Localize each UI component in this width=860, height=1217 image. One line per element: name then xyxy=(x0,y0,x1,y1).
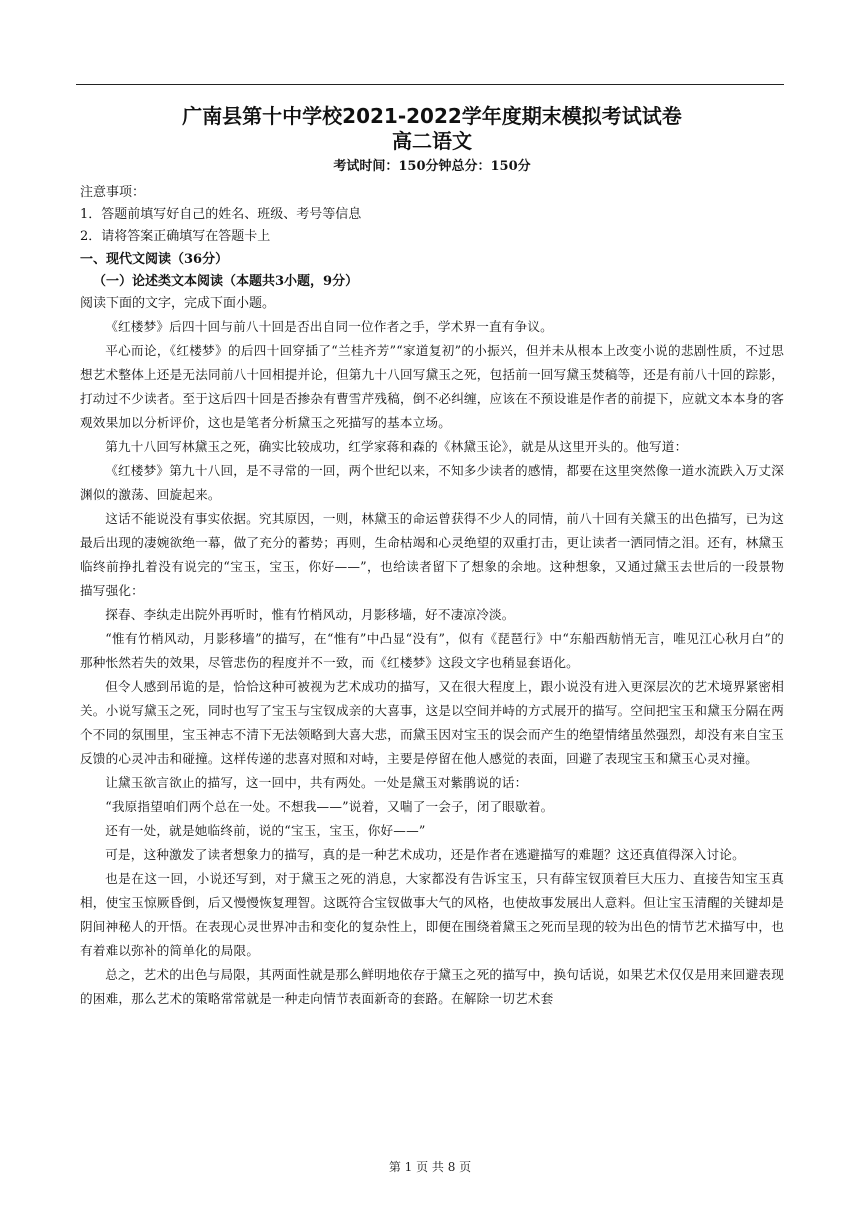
paragraph: 还有一处，就是她临终前，说的“宝玉，宝玉，你好——” xyxy=(105,823,426,839)
paragraph: 可是，这种激发了读者想象力的描写，真的是一种艺术成功，还是作者在逃避描写的难题？这还真值得深入讨论。 xyxy=(105,847,745,863)
exam-title: 广南县第十中学校2021-2022学年度期末模拟考试试卷 xyxy=(182,104,682,128)
notes-heading: 注意事项： xyxy=(80,185,146,200)
section-title: 一、现代文阅读（36分） xyxy=(80,251,229,267)
paragraph: 但令人感到吊诡的是，恰恰这种可被视为艺术成功的描写，又在很大程度上，跟小说没有进入更深层次的艺术境界紧密相关。小说写黛玉之死，同时也写了宝玉与宝钗成亲的大喜事，这是以空间并峙的方式展开的描写。空间把宝玉和黛玉分隔在两个不同的氛围里，宝玉神志不清下无法领略到大喜大悲，而黛玉因对宝玉的误会而产生的绝望情绪虽然强烈，却没有来自宝玉反馈的心灵冲击和碰撞。这样传递的悲喜对照和对峙，主要是停留在他人感觉的表面，回避了表现宝玉和黛玉心灵对撞。 xyxy=(80,679,784,767)
subsection-title: （一）论述类文本阅读（本题共3小题，9分） xyxy=(93,273,359,289)
notes-item-2: 2．请将答案正确填写在答题卡上 xyxy=(80,229,271,245)
quote-paragraph: “我原指望咱们两个总在一处。不想我——”说着，又喘了一会子，闭了眼歇着。 xyxy=(105,799,554,815)
paragraph: 让黛玉欲言欲止的描写，这一回中，共有两处。一处是黛玉对紫鹃说的话： xyxy=(105,775,528,791)
paragraph: 这话不能说没有事实依据。究其原因，一则，林黛玉的命运曾获得不少人的同情，前八十回有关黛玉的出色描写，已为这最后出现的凄婉欲绝一幕，做了充分的蓄势；再则，生命枯竭和心灵绝望的双重打击，更让读者一洒同情之泪。还有，林黛玉临终前挣扎着没有说完的“宝玉，宝玉，你好——”，也给读者留下了想象的余地。这种想象，又通过黛玉去世后的一段景物描写强化： xyxy=(80,511,784,599)
quote-paragraph: 探春、李纨走出院外再听时，惟有竹梢风动，月影移墙，好不凄凉冷淡。 xyxy=(105,607,515,623)
paragraph: “惟有竹梢风动，月影移墙”的描写，在“惟有”中凸显“没有”，似有《琵琶行》中“东船西舫悄无言，唯见江心秋月白”的那种怅然若失的效果，尽管悲伤的程度并不一致，而《红楼梦》这段文字也稍显套语化。 xyxy=(80,631,784,671)
quote-paragraph: 《红楼梦》第九十八回，是不寻常的一回，两个世纪以来，不知多少读者的感情，都要在这里突然像一道水流跌入万丈深渊似的激荡、回旋起来。 xyxy=(80,463,784,503)
exam-info: 考试时间：150分钟总分：150分 xyxy=(333,159,531,174)
paragraph: 《红楼梦》后四十回与前八十回是否出自同一位作者之手，学术界一直有争议。 xyxy=(105,319,553,335)
page-content xyxy=(80,104,784,1011)
paragraph: 第九十八回写林黛玉之死，确实比较成功，红学家蒋和森的《林黛玉论》，就是从这里开头的。他写道： xyxy=(105,439,688,455)
paragraph: 也是在这一回，小说还写到，对于黛玉之死的消息，大家都没有告诉宝玉，只有薛宝钗顶着巨大压力、直接告知宝玉真相，使宝玉惊厥昏倒，后又慢慢恢复理智。这既符合宝钗做事大气的风格，也使故事发展出人意料。但让宝玉清醒的关键却是阴间神秘人的开悟。在表现心灵世界冲击和变化的复杂性上，即便在围绕着黛玉之死而呈现的较为出色的情节艺术描写中，也有着难以弥补的简单化的局限。 xyxy=(80,871,784,959)
exam-subject: 高二语文 xyxy=(392,129,472,153)
page-footer: 第 1 页 共 8 页 xyxy=(388,1160,472,1174)
paragraph: 平心而论，《红楼梦》的后四十回穿插了“兰桂齐芳”“家道复初”的小振兴，但并未从根本上改变小说的悲剧性质，不过思想艺术整体上还是无法同前八十回相提并论，但第九十八回写黛玉之死，包括前一回写黛玉焚稿等，还是有前八十回的踪影，打动过不少读者。至于这后四十回是否掺杂有曹雪芹残稿，倒不必纠缠，应该在不预设谁是作者的前提下，应就文本本身的客观效果加以分析评价，这也是笔者分析黛玉之死描写的基本立场。 xyxy=(80,343,784,431)
reading-instruction: 阅读下面的文字，完成下面小题。 xyxy=(80,296,276,312)
paragraph: 总之，艺术的出色与局限，其两面性就是那么鲜明地依存于黛玉之死的描写中，换句话说，如果艺术仅仅是用来回避表现的困难，那么艺术的策略常常就是一种走向情节表面新奇的套路。在解除一切艺术套 xyxy=(80,967,784,1007)
notes-item-1: 1．答题前填写好自己的姓名、班级、考号等信息 xyxy=(80,207,362,223)
header-rule xyxy=(76,84,784,85)
